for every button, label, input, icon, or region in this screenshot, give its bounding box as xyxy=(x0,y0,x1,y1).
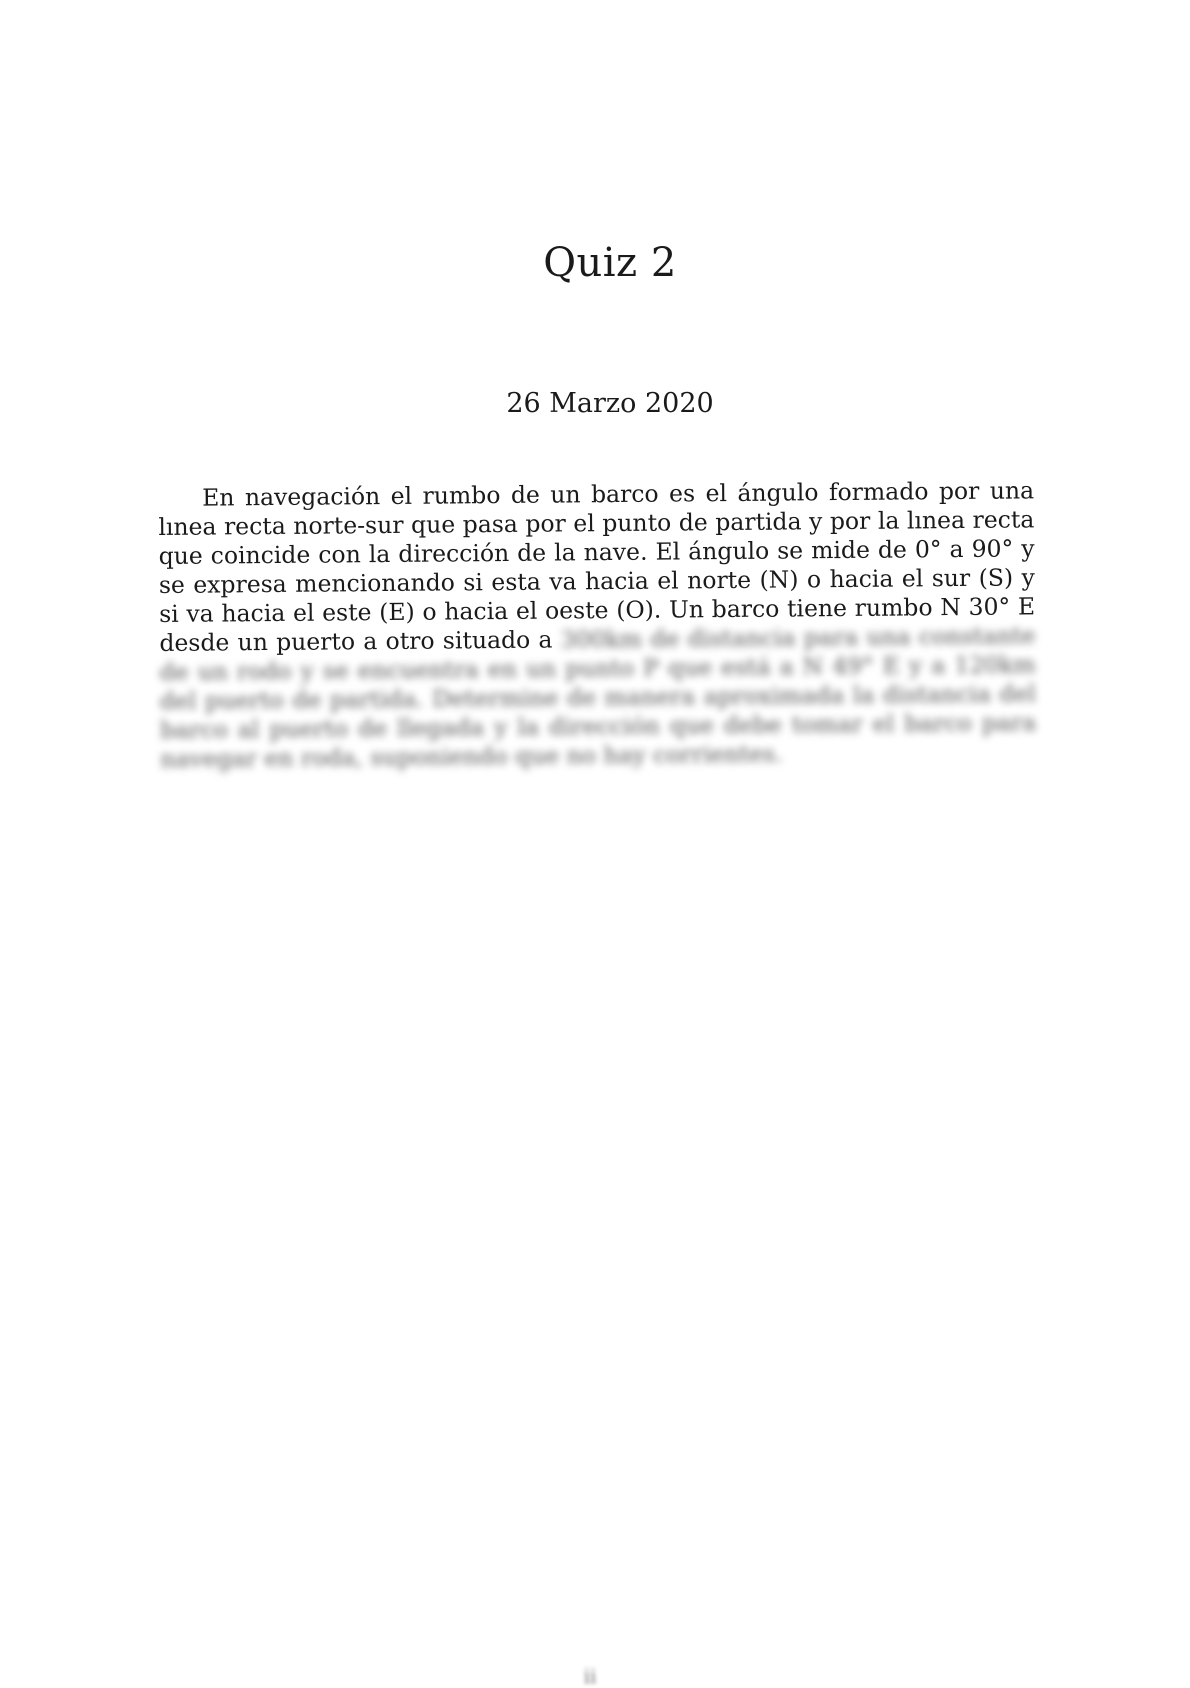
paragraph-blurred-text: 300km de distancia para una constante de un rodo y se encuentra en un punto P que está a N 49° E y a 120km del puerto de partida. Determine de manera aproximada la distancia del barco al puerto de llegada y la dirección que debe tomar el barco para navegar en roda, suponiendo que no hay corrientes. xyxy=(159,621,1037,773)
document-date: 26 Marzo 2020 xyxy=(506,388,714,419)
problem-paragraph xyxy=(158,476,1036,774)
page-number: ii xyxy=(583,1664,597,1688)
document-title: Quiz 2 xyxy=(543,240,677,286)
paragraph-visible-text: En navegación el rumbo de un barco es el ángulo formado por una lınea recta norte-sur que pasa por el punto de partida y por la lınea recta que coincide con la dirección de la nave. El ángulo se mide de 0° a 90° y se expresa mencionando si esta va hacia el norte (N) o hacia el sur (S) y si va hacia el este (E) o hacia el oeste (O). Un barco tiene rumbo N 30° E desde un puerto a otro situado a xyxy=(158,476,1036,657)
